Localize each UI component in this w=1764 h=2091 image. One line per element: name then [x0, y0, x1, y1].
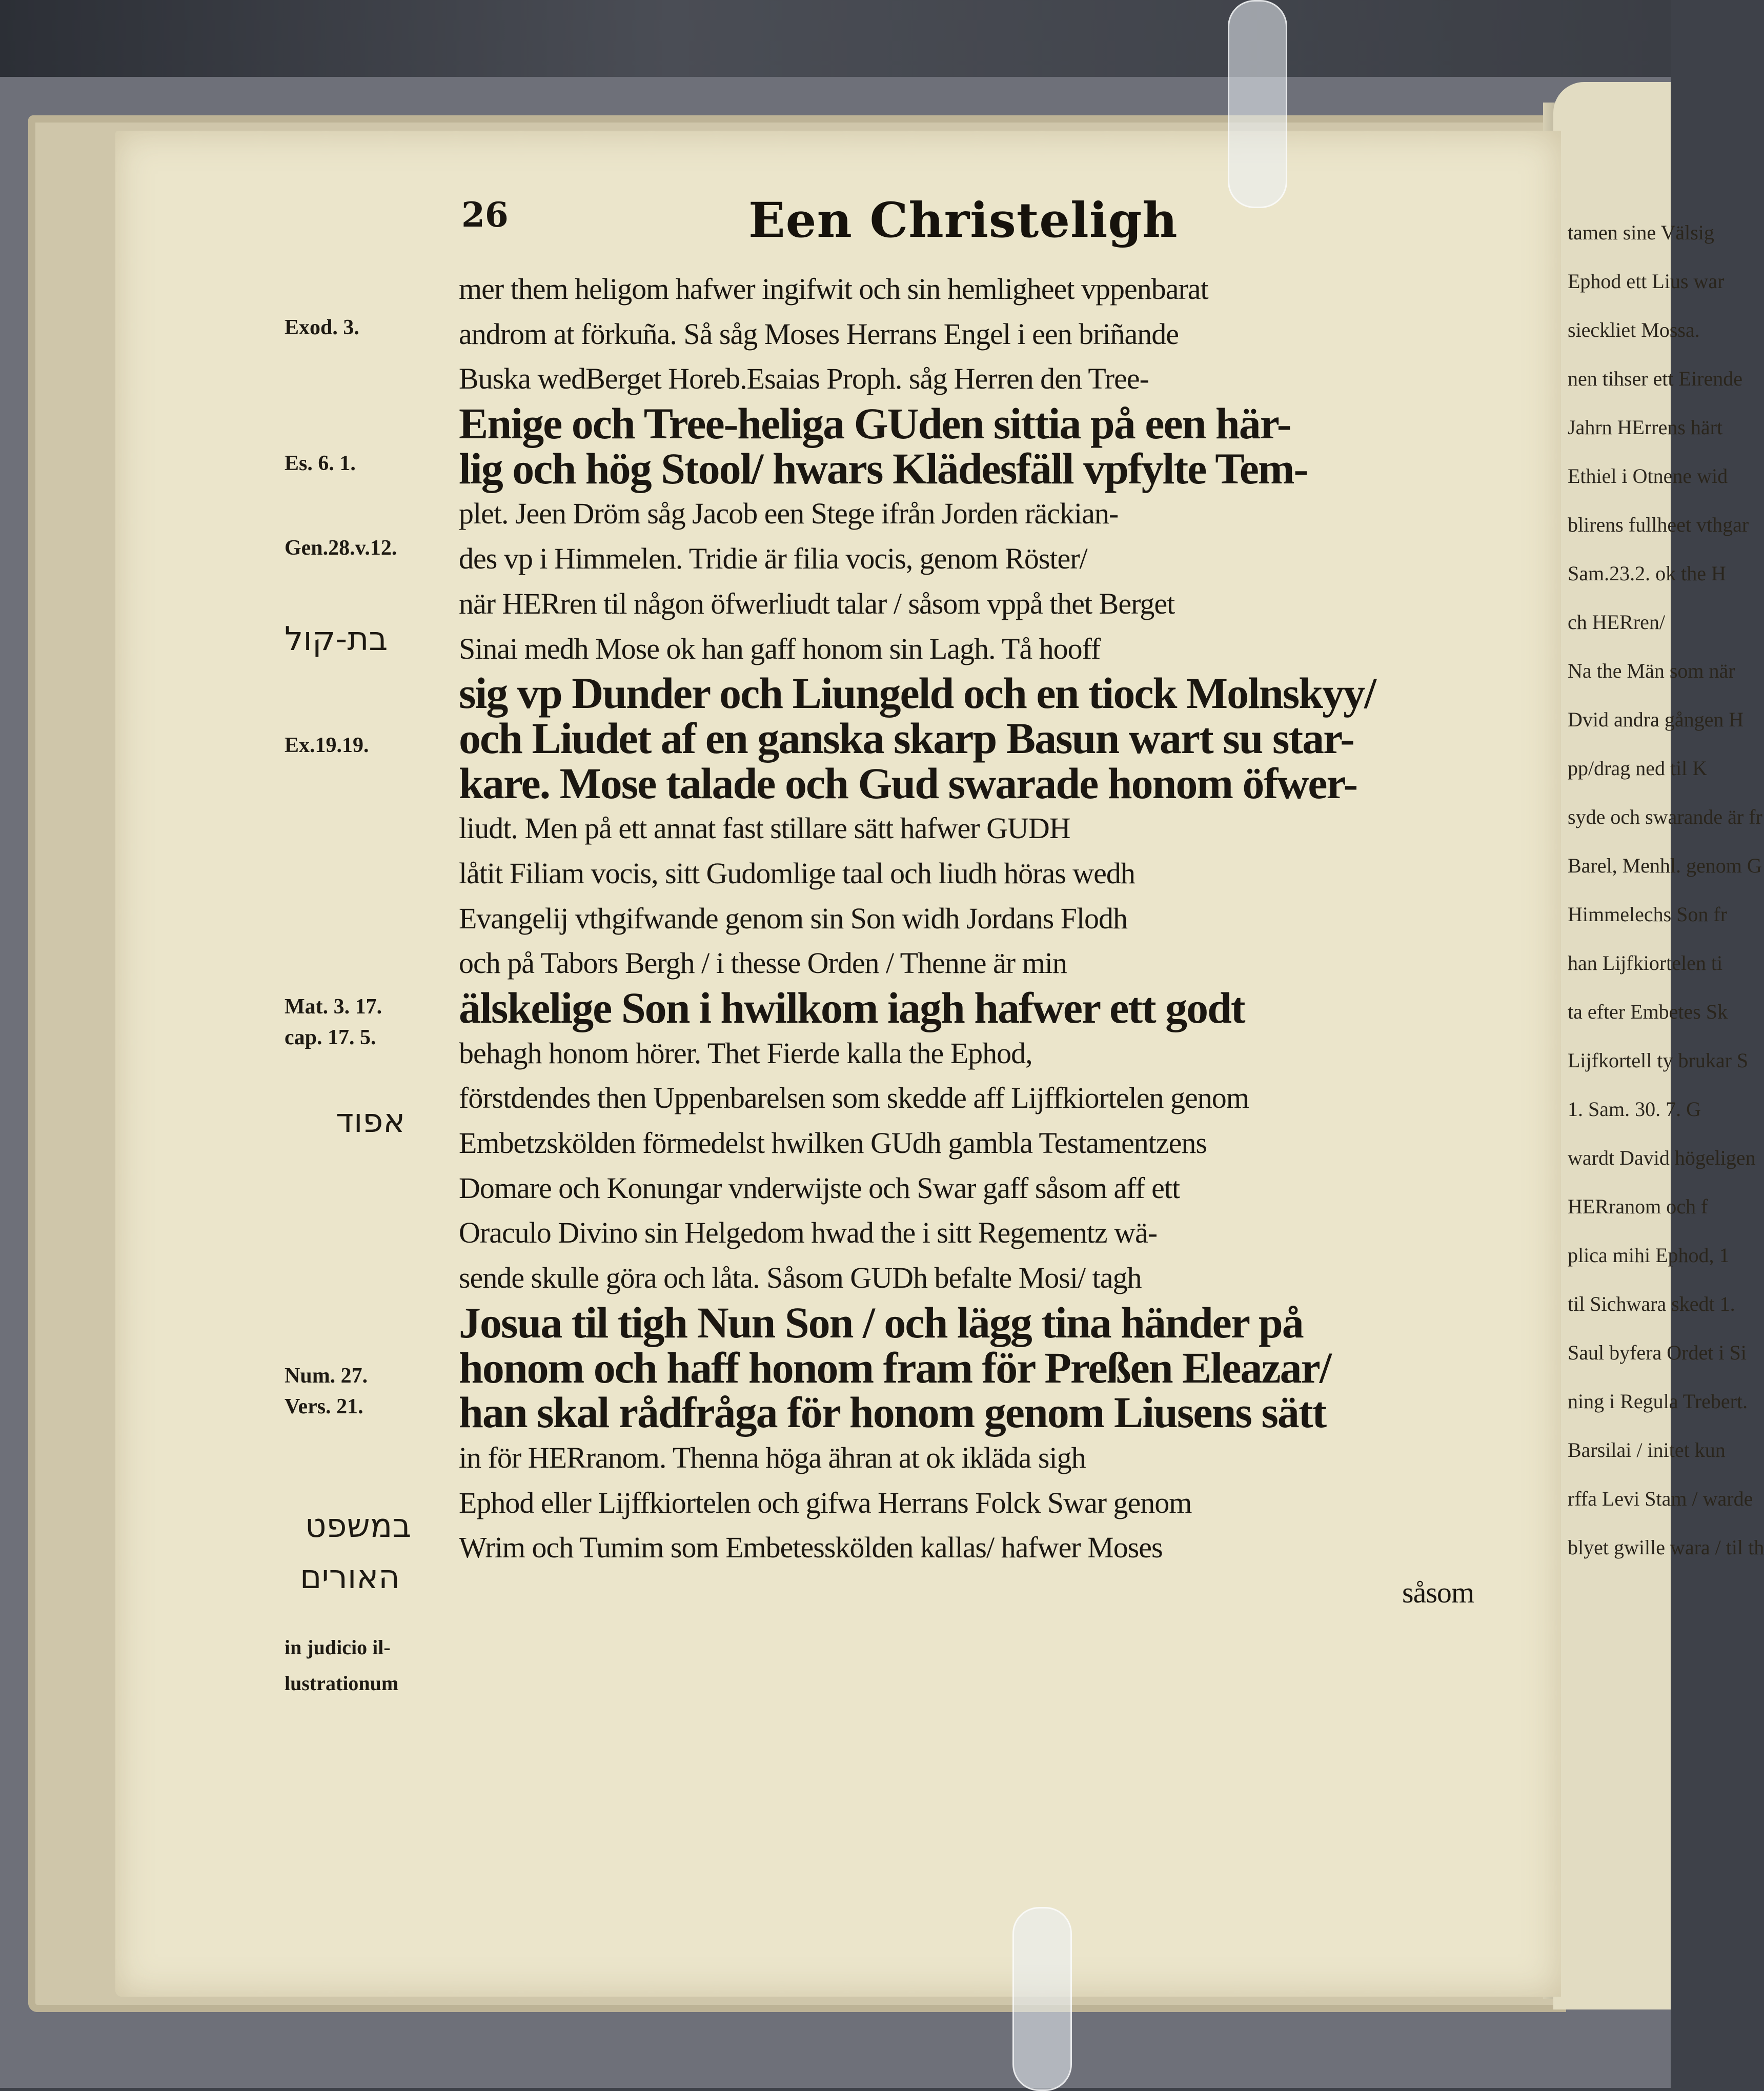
text-line: in för HERranom. Thenna höga ähran at ok ikläda sigh [459, 1440, 1086, 1474]
margin-latin: lustrationum [285, 1672, 399, 1695]
facing-page-line: wardt David högeligen [1568, 1146, 1756, 1169]
margin-reference: Exod. 3. [285, 316, 359, 339]
page-number: 26 [461, 195, 509, 235]
facing-page-line: nen tihser ett Eirende [1568, 367, 1742, 390]
facing-page-line: Lijfkortell ty brukar S [1568, 1049, 1749, 1072]
facing-page-line: Dvid andra gången H [1568, 708, 1744, 731]
margin-reference: Es. 6. 1. [285, 452, 356, 475]
margin-hebrew: האורים [300, 1558, 400, 1596]
text-line: plet. Jeen Dröm såg Jacob een Stege ifrån Jorden räckian- [459, 497, 1119, 531]
text-line: när HERren til någon öfwerliudt talar / såsom vppå thet Berget [459, 586, 1175, 620]
text-line: mer them heligom hafwer ingifwit och sin hemligheet vppenbarat [459, 272, 1208, 306]
running-head-title: Een Christeligh [748, 192, 1178, 249]
text-line: förstdendes then Uppenbarelsen som skedde aff Lijffkiortelen genom [459, 1081, 1249, 1115]
text-line: Wrim och Tumim som Embetesskölden kallas/ hafwer Moses [459, 1531, 1163, 1565]
margin-reference: Gen.28.v.12. [285, 536, 397, 560]
text-line: och Liudet af en ganska skarp Basun wart su star- [459, 713, 1354, 763]
facing-page-line: Ephod ett Lius war [1568, 270, 1725, 293]
text-line: älskelige Son i hwilkom iagh hafwer ett godt [459, 983, 1245, 1032]
main-text [459, 267, 1484, 1615]
text-line: kare. Mose talade och Gud swarade honom öfwer- [459, 758, 1357, 808]
facing-page-line: plica mihi Ephod, 1 [1568, 1244, 1730, 1267]
facing-page-line: pp/drag ned til K [1568, 757, 1708, 780]
page-clip-top [1228, 0, 1287, 208]
margin-reference: Mat. 3. 17. [285, 995, 382, 1019]
text-line: Ephod eller Lijffkiortelen och gifwa Herrans Folck Swar genom [459, 1486, 1192, 1519]
facing-page-line: til Sichwara skedt 1. [1568, 1292, 1735, 1315]
text-line: låtit Filiam vocis, sitt Gudomlige taal och liudh höras wedh [459, 856, 1135, 890]
facing-page-line: Barel, Menhl. genom G [1568, 854, 1762, 877]
facing-page-line: 1. Sam. 30. 7. G [1568, 1098, 1701, 1121]
facing-page-line: han Lijfkiortelen ti [1568, 951, 1723, 975]
text-line: lig och hög Stool/ hwars Klädesfäll vpfylte Tem- [459, 443, 1308, 493]
text-line: och på Tabors Bergh / i thesse Orden / Thenne är min [459, 946, 1067, 980]
facing-page-line: rffa Levi Stam / warde [1568, 1487, 1753, 1510]
page-clip-bottom [1012, 1907, 1072, 2091]
text-line: honom och haff honom fram för Preßen Eleazar/ [459, 1343, 1331, 1392]
text-line: sig vp Dunder och Liungeld och en tiock Molnskyy/ [459, 668, 1375, 718]
facing-page-line: Saul byfera Ordet i Si [1568, 1341, 1747, 1364]
facing-page-line: blyet gwille wara / til th [1568, 1536, 1764, 1559]
facing-page-line: sieckliet Mossa. [1568, 318, 1700, 341]
facing-page-line: Jahrn HErrens härt [1568, 416, 1723, 439]
text-line: Sinai medh Mose ok han gaff honom sin Lagh. Tå hooff [459, 632, 1101, 665]
margin-latin: in judicio il- [285, 1636, 391, 1659]
facing-page-line: syde och swarande är fr [1568, 805, 1762, 828]
facing-page-line: ning i Regula Trebert. [1568, 1390, 1748, 1413]
margin-hebrew: בת-קול [285, 620, 388, 658]
text-line: liudt. Men på ett annat fast stillare sätt hafwer GUDH [459, 811, 1070, 845]
margin-reference: Vers. 21. [285, 1395, 363, 1418]
text-line: Embetzskölden förmedelst hwilken GUdh gambla Testamentzens [459, 1126, 1207, 1160]
facing-page-line: ta efter Embetes Sk [1568, 1000, 1728, 1023]
facing-page-line: ch HERren/ [1568, 611, 1665, 634]
margin-reference: cap. 17. 5. [285, 1026, 376, 1049]
catchword: såsom [1402, 1575, 1474, 1609]
facing-page-line: Ethiel i Otnene wid [1568, 464, 1728, 488]
text-line: androm at förkuña. Så såg Moses Herrans Engel i een briñande [459, 317, 1179, 351]
text-line: Domare och Konungar vnderwijste och Swar gaff såsom aff ett [459, 1171, 1180, 1205]
margin-reference: Ex.19.19. [285, 734, 369, 757]
running-head [461, 192, 1487, 249]
text-line: des vp i Himmelen. Tridie är filia vocis, genom Röster/ [459, 542, 1087, 576]
margin-hebrew: במשפט [305, 1507, 412, 1545]
text-line: Josua til tigh Nun Son / och lägg tina händer på [459, 1297, 1303, 1347]
text-line: Buska wedBerget Horeb.Esaias Proph. såg Herren den Tree- [459, 362, 1149, 396]
margin-hebrew: אפוד [336, 1102, 405, 1140]
facing-page-line: Barsilai / initet kun [1568, 1438, 1726, 1461]
facing-page-line: Na the Män som när [1568, 659, 1735, 682]
text-line: Oraculo Divino sin Helgedom hwad the i sitt Regementz wä- [459, 1216, 1158, 1250]
facing-page-line: tamen sine Välsig [1568, 221, 1714, 244]
text-line: sende skulle göra och låta. Såsom GUDh befalte Mosi/ tagh [459, 1261, 1142, 1295]
facing-page-line: Himmelechs Son fr [1568, 903, 1728, 926]
facing-page [1553, 82, 1764, 2009]
facing-page-line: Sam.23.2. ok the H [1568, 562, 1726, 585]
text-line: Enige och Tree-heliga GUden sittia på een här- [459, 399, 1291, 449]
facing-page-line: blirens fullheet vthgar [1568, 513, 1749, 536]
text-line: Evangelij vthgifwande genom sin Son widh Jordans Flodh [459, 901, 1128, 935]
margin-reference: Num. 27. [285, 1364, 368, 1388]
text-line: han skal rådfråga för honom genom Liusens sätt [459, 1388, 1326, 1437]
facing-page-line: HERranom och f [1568, 1195, 1708, 1218]
text-line: behagh honom hörer. Thet Fierde kalla the Ephod, [459, 1036, 1032, 1070]
